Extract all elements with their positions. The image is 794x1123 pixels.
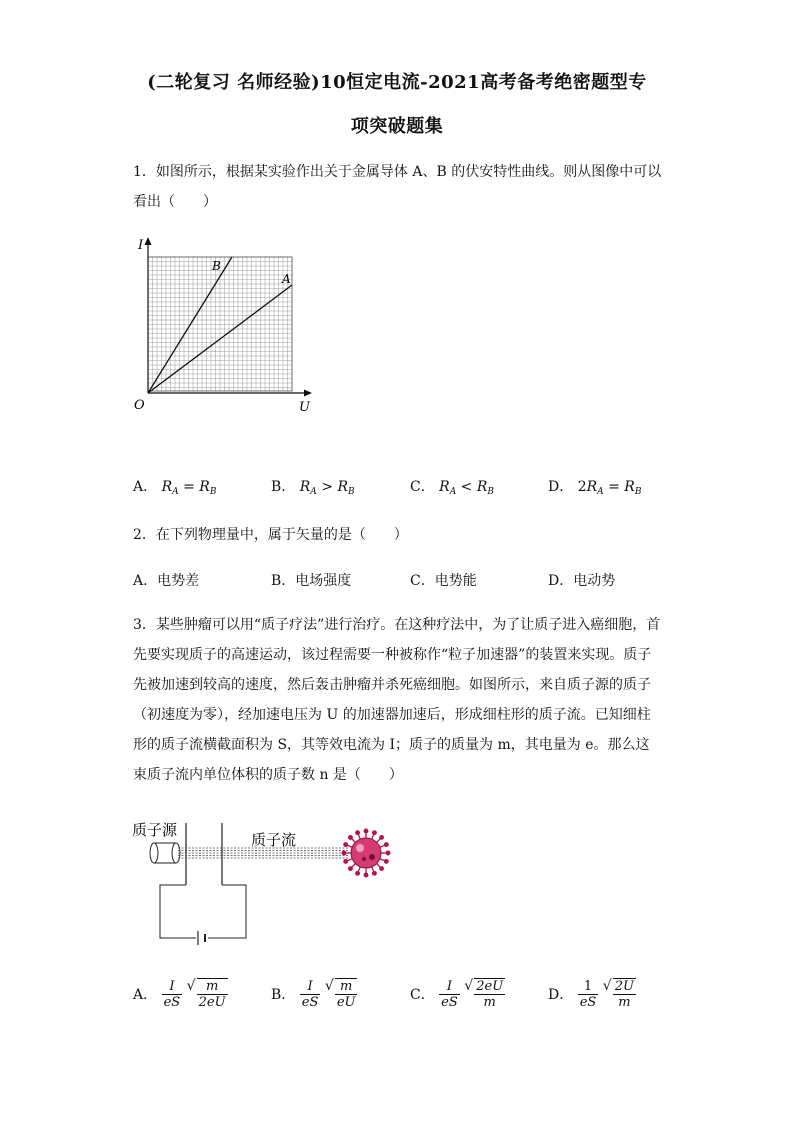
q1-option-b[interactable]: B． $R_A > R_B$: [271, 479, 355, 497]
q1-text: 1．如图所示，根据某实验作出关于金属导体 A、B 的伏安特性曲线。则从图像中可以看出（ ）: [133, 164, 662, 210]
q3-option-a[interactable]: A． $\frac{I}{eS}$ √ $\frac{m}{2eU}$: [133, 978, 226, 1010]
q2-options: [133, 570, 693, 610]
q1-option-d[interactable]: D． $2R_A = R_B$: [548, 479, 642, 497]
origin-label: O: [134, 398, 145, 413]
q1-option-c[interactable]: C． $R_A < R_B$: [410, 479, 495, 497]
line-a-label: A: [282, 272, 291, 286]
q2-option-d[interactable]: D．电动势: [548, 573, 616, 589]
q3-options: [133, 978, 693, 1028]
proton-beam-label: 质子流: [251, 831, 297, 849]
q2-option-a[interactable]: A．电势差: [133, 573, 200, 589]
y-axis-label: I: [138, 238, 144, 253]
cancer-cell-icon: [342, 829, 390, 877]
q3-accelerator-diagram: [128, 815, 398, 950]
q3-option-d[interactable]: D． $\frac{1}{eS}$ √ $\frac{2U}{m}$: [548, 978, 634, 1010]
doc-title-line1: (二轮复习 名师经验)10恒定电流-2021高考备考绝密题型专: [147, 72, 647, 93]
doc-title-line2: 项突破题集: [350, 116, 444, 137]
q3-option-c[interactable]: C． $\frac{I}{eS}$ √ $\frac{2eU}{m}$: [410, 978, 504, 1010]
q2-option-b[interactable]: B．电场强度: [271, 573, 352, 589]
q1-iu-graph: [128, 235, 328, 420]
line-b-label: B: [212, 259, 221, 273]
line-b: [148, 257, 232, 393]
q1-options: [133, 476, 693, 516]
x-axis-label: U: [299, 400, 310, 415]
q2-option-c[interactable]: C．电势能: [410, 573, 477, 589]
q1-option-a[interactable]: A． $R_A = R_B$: [133, 479, 217, 497]
proton-source-label: 质子源: [132, 821, 178, 839]
q2-text: 2．在下列物理量中，属于矢量的是（ ）: [133, 527, 408, 543]
q3-option-b[interactable]: B． $\frac{I}{eS}$ √ $\frac{m}{eU}$: [271, 978, 356, 1010]
q3-text: 3．某些肿瘤可以用“质子疗法”进行治疗。在这种疗法中，为了让质子进入癌细胞，首先要实现质子的高速运动，该过程需要一种被称作“粒子加速器”的装置来实现。质子先被加速到较高的速度，然后轰击肿瘤并杀死癌细胞。如图所示，来自质子源的质子（初速度为零），经加速电压为 U 的加速器加速后，形成细柱形的质子流。已知细柱形的质子流横截面积为 S，其等效电流为 I；质子的质量为 m，其电量为 e。那么这束质子流内单位体积的质子数 n 是（ ）: [133, 617, 661, 783]
